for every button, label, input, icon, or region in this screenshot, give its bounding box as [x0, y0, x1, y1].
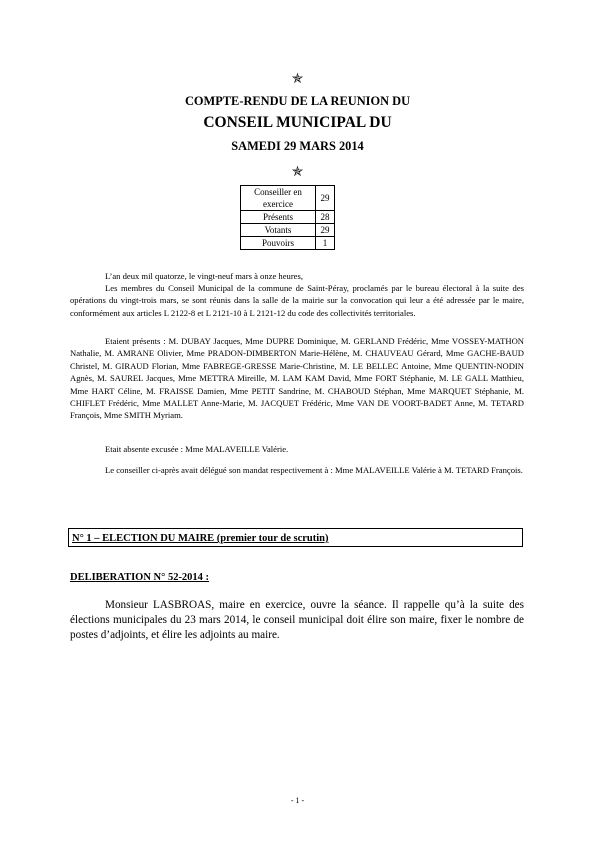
convocation-paragraph: Les membres du Conseil Municipal de la commune de Saint-Péray, proclamés par le bureau électoral à la suite des opérations du vingt-trois mars, se sont réunis dans la salle de la mairie sur la convocation qui leur a été adressée par le maire, conformément aux articles L 2122-8 et L 2121-10 à L 2121-12 du code des collectivités territoriales.: [70, 283, 524, 318]
table-cell-label: Présents: [241, 211, 316, 224]
table-cell-value: 28: [316, 211, 335, 224]
page-number: - 1 -: [290, 796, 305, 805]
star-ornament-icon: ✯: [291, 72, 304, 87]
star-ornament-icon: ✯: [291, 165, 304, 180]
attendance-table: [240, 185, 335, 250]
opening-session-paragraph: Monsieur LASBROAS, maire en exercice, ouvre la séance. Il rappelle qu’à la suite des élections municipales du 23 mars 2014, le conseil municipal doit élire son maire, fixer le nombre de postes d’adjoints, et élire les adjoints au maire.: [70, 599, 524, 641]
header-line-3: SAMEDI 29 MARS 2014: [231, 139, 364, 153]
deliberation-heading: DELIBERATION N° 52-2014 :: [70, 572, 210, 583]
table-row: [241, 224, 335, 237]
table-cell-label: Pouvoirs: [241, 237, 316, 250]
present-members-paragraph: Etaient présents : M. DUBAY Jacques, Mme DUPRE Dominique, M. GERLAND Frédéric, Mme VOSSEY-MATHON Nathalie, M. AMRANE Olivier, Mme PRADON-DIMBERTON Marie-Hélène, M. CHAUVEAU Gérard, Mme GACHE-BAUD Christel, M. GIRAUD Florian, Mme FABREGE-GRESSE Marie-Christine, M. LE BELLEC Antoine, Mme QUENTIN-NODIN Agnès, M. SAUREL Jacques, Mme METTRA Mireille, M. LAM KAM David, Mme FORT Stéphanie, M. LE GALL Matthieu, Mme HART Céline, M. FRAISSE Damien, Mme PETIT Sandrine, M. CHABOUD Stéphan, Mme MARQUET Stéphanie, M. CHIFLET Frédéric, Mme MALLET Anne-Marie, M. JACQUET Frédéric, Mme VAN DE VOORT-BADET Anne, M. TETARD François, Mme SMITH Myriam.: [70, 336, 524, 421]
header-line-2: CONSEIL MUNICIPAL DU: [203, 114, 392, 131]
table-cell-label: Conseiller en exercice: [241, 186, 316, 211]
section-title-box: [68, 528, 523, 547]
table-row: [241, 211, 335, 224]
table-row: [241, 186, 335, 211]
table-cell-label: Votants: [241, 224, 316, 237]
header-line-1: COMPTE-RENDU DE LA REUNION DU: [184, 94, 411, 108]
proxy-paragraph: Le conseiller ci-après avait délégué son mandat respectivement à : Mme MALAVEILLE Valérie à M. TETARD François.: [105, 465, 523, 475]
absent-paragraph: Etait absente excusée : Mme MALAVEILLE Valérie.: [105, 444, 289, 454]
table-cell-value: 29: [316, 186, 335, 211]
table-row: [241, 237, 335, 250]
section-title: N° 1 – ELECTION DU MAIRE (premier tour de scrutin): [72, 533, 329, 544]
opening-paragraph: L’an deux mil quatorze, le vingt-neuf mars à onze heures,: [105, 271, 303, 281]
table-cell-value: 29: [316, 224, 335, 237]
table-cell-value: 1: [316, 237, 335, 250]
